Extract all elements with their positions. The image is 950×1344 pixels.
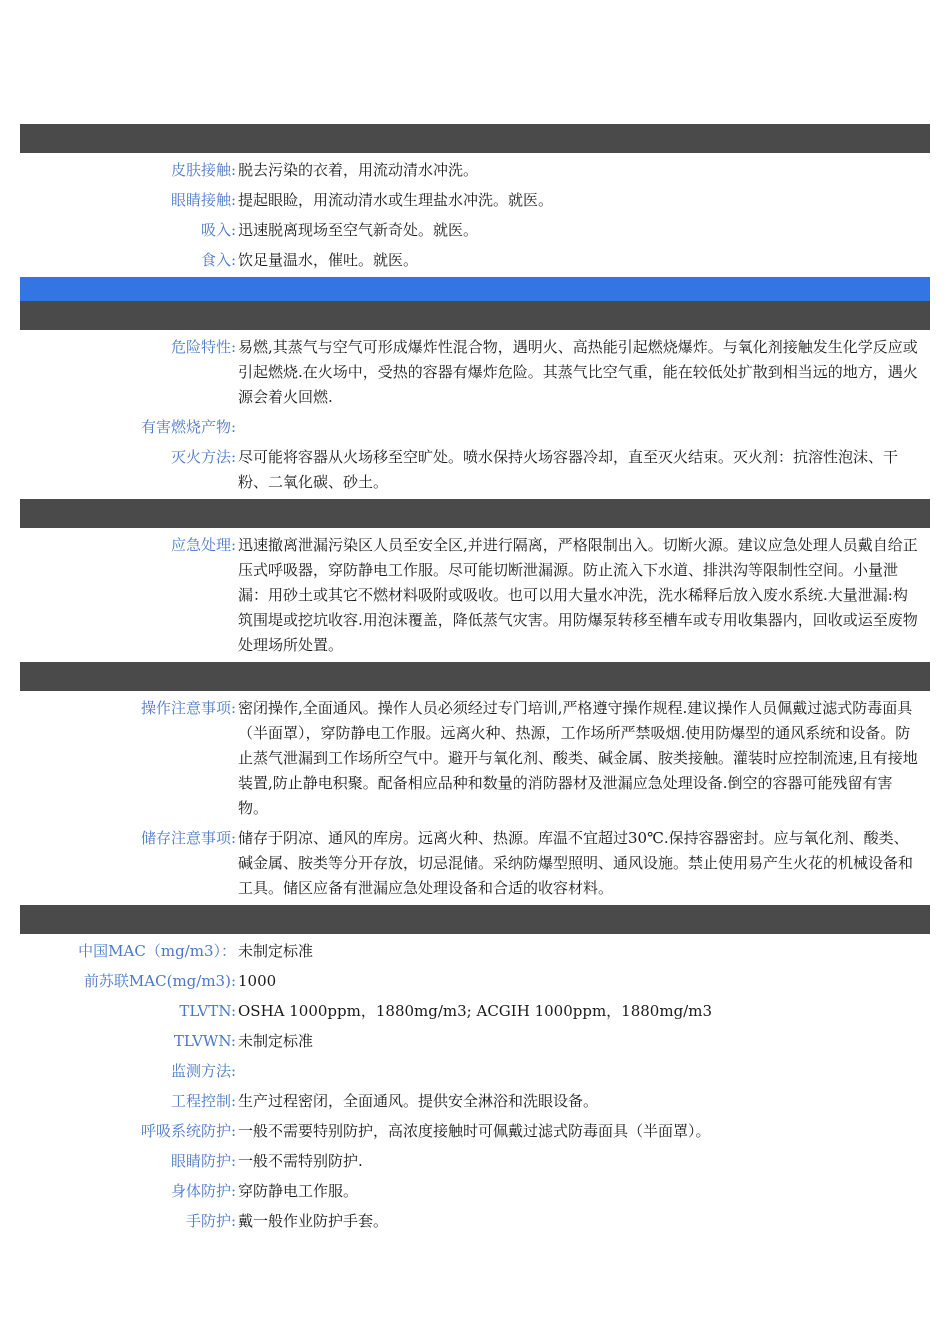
field-value: 饮足量温水，催吐。就医。: [238, 251, 419, 269]
field-row: [20, 1089, 930, 1114]
field-value: 生产过程密闭，全面通风。提供安全淋浴和洗眼设备。: [238, 1092, 599, 1110]
field-label: 中国MAC（mg/m3）：: [78, 942, 236, 960]
field-row: [20, 248, 930, 273]
field-label: 有害燃烧产物:: [140, 418, 236, 436]
field-label: 灭火方法:: [170, 448, 236, 466]
field-label: 吸入:: [200, 221, 236, 239]
field-label: 监测方法:: [170, 1062, 236, 1080]
field-value: 穿防静电工作服。: [238, 1182, 359, 1200]
section-header-bar: [20, 662, 930, 691]
field-row: [20, 445, 930, 495]
field-value: 未制定标准: [238, 942, 314, 960]
field-row: [20, 533, 930, 658]
field-label: 工程控制:: [170, 1092, 236, 1110]
field-value: 易燃,其蒸气与空气可形成爆炸性混合物，遇明火、高热能引起燃烧爆炸。与氧化剂接触发生化学反应或引起燃烧.在火场中，受热的容器有爆炸危险。其蒸气比空气重，能在较低处扩散到相当远的地方，遇火源会着火回燃.: [238, 338, 918, 406]
field-row: [20, 1059, 930, 1084]
field-value: 1000: [238, 972, 277, 990]
field-value: OSHA 1000ppm，1880mg/m3; ACGIH 1000ppm，1880mg/m3: [238, 1002, 712, 1020]
field-row: [20, 1029, 930, 1054]
section-header-bar: [20, 905, 930, 934]
field-label: 食入:: [200, 251, 236, 269]
field-label: 皮肤接触:: [170, 161, 236, 179]
field-row: [20, 939, 930, 964]
field-row: [20, 415, 930, 440]
field-row: [20, 188, 930, 213]
field-value: 储存于阴凉、通风的库房。远离火种、热源。库温不宜超过30℃.保持容器密封。应与氧化剂、酸类、碱金属、胺类等分开存放，切忌混储。采纳防爆型照明、通风设施。禁止使用易产生火花的机械设备和工具。储区应备有泄漏应急处理设备和合适的收容材料。: [238, 829, 914, 897]
field-row: [20, 335, 930, 410]
field-label: 手防护:: [185, 1212, 236, 1230]
field-label: 前苏联MAC(mg/m3):: [83, 972, 236, 990]
field-label: 储存注意事项:: [140, 829, 236, 847]
field-label: 呼吸系统防护:: [140, 1122, 236, 1140]
field-row: [20, 969, 930, 994]
field-label: 眼睛接触:: [170, 191, 236, 209]
field-value: 未制定标准: [238, 1032, 314, 1050]
first-aid-section: [20, 153, 930, 277]
section-header-bar: [20, 124, 930, 153]
field-label: 危险特性:: [170, 338, 236, 356]
field-label: 身体防护:: [170, 1182, 236, 1200]
field-row: [20, 158, 930, 183]
field-value: 提起眼睑，用流动清水或生理盐水冲洗。就医。: [238, 191, 554, 209]
handling-section: [20, 691, 930, 905]
field-label: TLVWN:: [173, 1032, 236, 1050]
section-header-bar-blue: [20, 277, 930, 301]
field-value: 密闭操作,全面通风。操作人员必须经过专门培训,严格遵守操作规程.建议操作人员佩戴过滤式防毒面具（半面罩），穿防静电工作服。远离火种、热源，工作场所严禁吸烟.使用防爆型的通风系统和设备。防止蒸气泄漏到工作场所空气中。避开与氧化剂、酸类、碱金属、胺类接触。灌装时应控制流速,且有接地装置,防止静电积聚。配备相应品种和数量的消防器材及泄漏应急处理设备.倒空的容器可能残留有害物。: [238, 699, 918, 817]
field-row: [20, 218, 930, 243]
field-label: TLVTN:: [179, 1002, 236, 1020]
field-value: 迅速脱离现场至空气新奇处。就医。: [238, 221, 479, 239]
field-row: [20, 1179, 930, 1204]
field-value: 戴一般作业防护手套。: [238, 1212, 389, 1230]
field-row: [20, 1119, 930, 1144]
leak-section: [20, 528, 930, 662]
exposure-section: [20, 934, 930, 1238]
section-header-bar: [20, 499, 930, 528]
field-value: 尽可能将容器从火场移至空旷处。喷水保持火场容器冷却，直至灭火结束。灭火剂：抗溶性泡沫、干粉、二氧化碳、砂土。: [238, 448, 899, 491]
msds-sheet: [20, 124, 930, 1238]
fire-section: [20, 330, 930, 499]
field-row: [20, 1209, 930, 1234]
field-value: 一般不需特别防护.: [238, 1152, 363, 1170]
section-header-bar: [20, 301, 930, 330]
field-value: 一般不需要特别防护，高浓度接触时可佩戴过滤式防毒面具（半面罩）。: [238, 1122, 711, 1140]
field-label: 操作注意事项:: [140, 699, 236, 717]
field-value: 脱去污染的衣着，用流动清水冲洗。: [238, 161, 479, 179]
field-label: 应急处理:: [170, 536, 236, 554]
field-label: 眼睛防护:: [170, 1152, 236, 1170]
field-row: [20, 826, 930, 901]
field-row: [20, 696, 930, 821]
field-row: [20, 999, 930, 1024]
field-value: 迅速撤离泄漏污染区人员至安全区,并进行隔离，严格限制出入。切断火源。建议应急处理人员戴自给正压式呼吸器，穿防静电工作服。尽可能切断泄漏源。防止流入下水道、排洪沟等限制性空间。小量泄漏：用砂土或其它不燃材料吸附或吸收。也可以用大量水冲洗，洗水稀释后放入废水系统.大量泄漏:构筑围堤或挖坑收容.用泡沫覆盖，降低蒸气灾害。用防爆泵转移至槽车或专用收集器内，回收或运至废物处理场所处置。: [238, 536, 918, 654]
field-row: [20, 1149, 930, 1174]
